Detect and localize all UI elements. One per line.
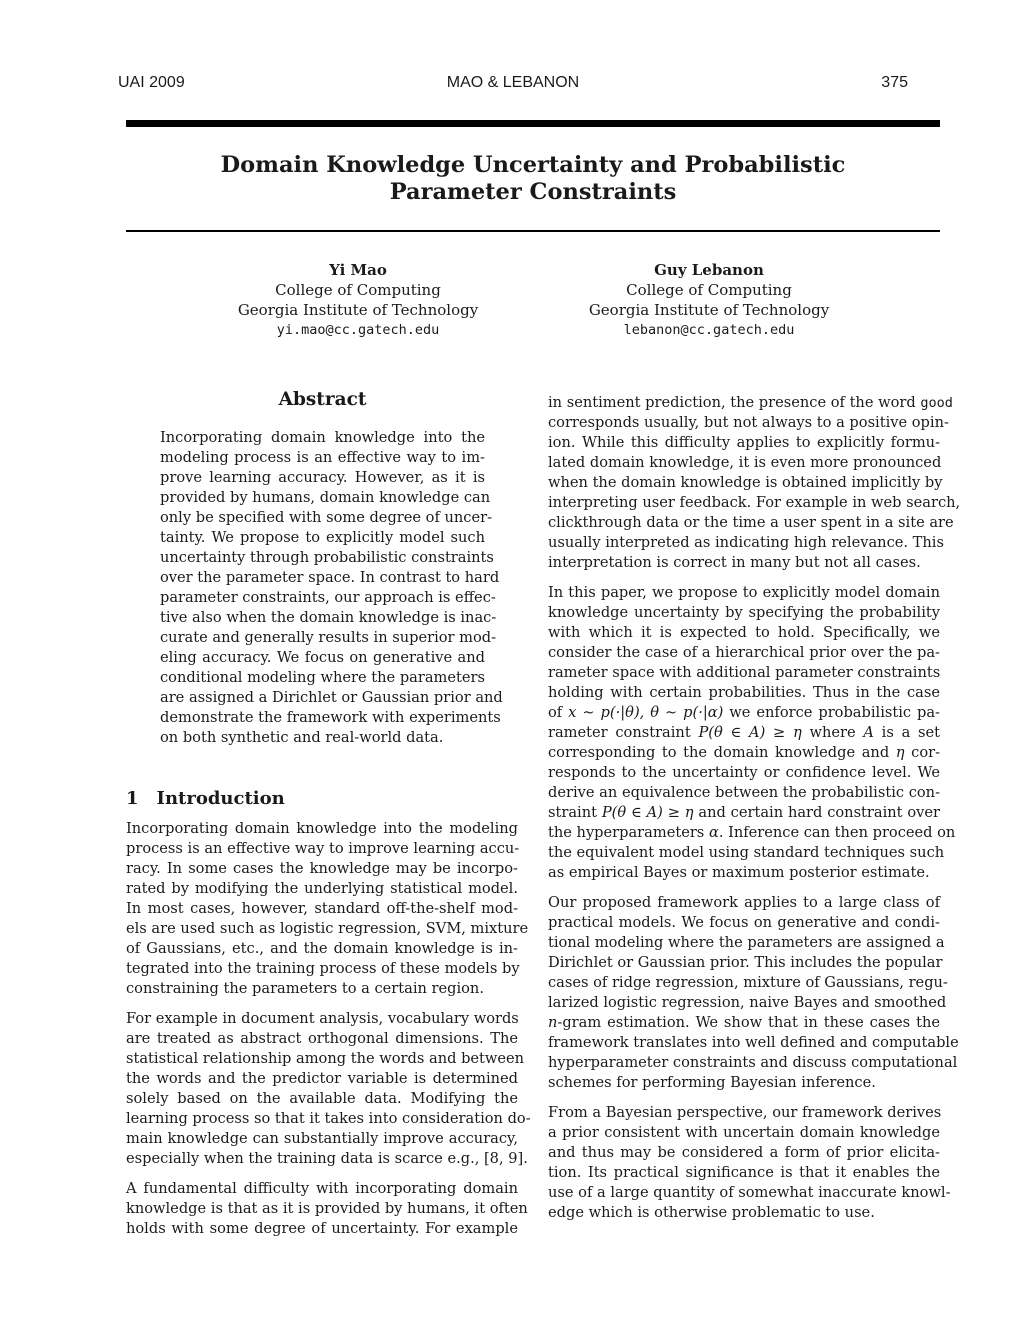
section-title: Introduction [156,788,285,809]
text-line: use of a large quantity of somewhat inaccurate knowl- [548,1184,951,1201]
text-line: holds with some degree of uncertainty. For example [126,1220,518,1237]
text-line [548,743,940,763]
text-fragment: where [809,724,856,741]
text-line: In this paper, we propose to explicitly model domain [548,584,940,601]
text-line: the words and the predictor variable is determined [126,1070,518,1087]
text-line: cases of ridge regression, mixture of Gaussians, regu- [548,974,948,991]
text-line: For example in document analysis, vocabulary words [126,1010,519,1027]
abstract-line: conditional modeling where the parameters [160,669,485,686]
intro-paragraph-5 [548,893,959,1093]
left-column-text [126,819,531,1239]
author-department: College of Computing [275,281,441,299]
abstract-line: over the parameter space. In contrast to hard [160,569,500,586]
intro-paragraph-3 [126,1179,528,1239]
right-column-text [548,393,961,1223]
author-department: College of Computing [626,281,792,299]
code-word: good [920,395,953,411]
text-fragment: we enforce probabilistic pa- [729,704,940,721]
text-line: with which it is expected to hold. Specifically, we [548,624,940,641]
text-line: as empirical Bayes or maximum posterior estimate. [548,864,930,881]
abstract-line: demonstrate the framework with experiments [160,709,501,726]
text-line: tional modeling where the parameters are assigned a [548,934,945,951]
text-line: are treated as abstract orthogonal dimensions. The [126,1030,518,1047]
text-line: hyperparameter constraints and discuss computational [548,1054,958,1071]
text-line: constraining the parameters to a certain region. [126,980,484,997]
text-line: and thus may be considered a form of prior elicita- [548,1144,940,1161]
text-line: knowledge uncertainty by specifying the probability [548,604,940,621]
text-fragment: cor- [911,744,941,761]
text-line: tegrated into the training process of these models by [126,960,520,977]
text-line: From a Bayesian perspective, our framework derives [548,1104,942,1121]
text-line: interpreting user feedback. For example in web search, [548,494,961,511]
abstract-line: parameter constraints, our approach is effec- [160,589,496,606]
math-expression: η [895,744,905,761]
text-line: usually interpreted as indicating high relevance. This [548,534,944,551]
text-line: Our proposed framework applies to a large class of [548,894,940,911]
abstract-line: modeling process is an effective way to im- [160,449,485,466]
title-line-2: Parameter Constraints [389,179,677,205]
author-block-mao [193,260,523,340]
text-line [548,1013,940,1033]
page-number: 375 [881,74,908,91]
text-line: tion. Its practical significance is that it enables the [548,1164,940,1181]
text-line: interpretation is correct in many but not all cases. [548,554,921,571]
text-line: practical models. We focus on generative and condi- [548,914,940,931]
text-line: knowledge is that as it is provided by humans, it often [126,1200,528,1217]
math-expression: P(θ ∈ A) ≥ η [698,724,802,741]
text-line [548,823,956,843]
text-line: consider the case of a hierarchical prior over the pa- [548,644,940,661]
text-line: In most cases, however, standard off-the-shelf mod- [126,900,518,917]
math-expression: α [708,824,719,841]
text-line [548,393,953,413]
text-line: rameter space with additional parameter constraints [548,664,941,681]
intro-paragraph-6 [548,1103,951,1223]
text-line: especially when the training data is scarce e.g., [8, 9]. [126,1150,528,1167]
text-line: racy. In some cases the knowledge may be incorpo- [126,860,518,877]
text-line: els are used such as logistic regression, SVM, mixture [126,920,529,937]
venue-label: UAI 2009 [118,74,185,91]
text-line: rated by modifying the underlying statistical model. [126,880,518,897]
abstract-line: are assigned a Dirichlet or Gaussian prior and [160,689,503,706]
title-line-1: Domain Knowledge Uncertainty and Probabilistic [220,152,846,178]
text-fragment: and certain hard constraint over [698,804,941,821]
text-fragment: corresponding to the domain knowledge and [548,744,890,761]
author-block-lebanon [544,260,874,340]
text-line: main knowledge can substantially improve accuracy, [126,1130,518,1147]
text-line: a prior consistent with uncertain domain knowledge [548,1124,940,1141]
intro-paragraph-3-continued [548,393,961,573]
text-fragment: rameter constraint [548,724,691,741]
text-line: derive an equivalence between the probabilistic con- [548,784,940,801]
abstract-line: curate and generally results in superior mod- [160,629,497,646]
abstract-line: only be specified with some degree of uncer- [160,509,493,526]
abstract-line: provided by humans, domain knowledge can [160,489,491,506]
text-fragment: of [548,704,563,721]
abstract-line: tive also when the domain knowledge is inac- [160,609,497,626]
intro-paragraph-4 [548,583,956,883]
text-line [548,803,940,823]
abstract-line: eling accuracy. We focus on generative and [160,649,485,666]
abstract-heading: Abstract [278,389,367,410]
author-email: yi.mao@cc.gatech.edu [276,322,440,338]
text-line: schemes for performing Bayesian inference. [548,1074,876,1091]
abstract-line: prove learning accuracy. However, as it is [160,469,485,486]
author-name: Yi Mao [329,261,387,279]
text-fragment: straint [548,804,597,821]
math-expression: n [548,1014,558,1031]
paper-title [126,152,940,206]
text-line: clickthrough data or the time a user spent in a site are [548,514,954,531]
author-institution: Georgia Institute of Technology [237,301,479,319]
intro-paragraph-1 [126,819,529,999]
running-head [118,74,908,98]
abstract-line: uncertainty through probabilistic constraints [160,549,494,566]
title-rule-top [126,120,940,127]
section-number: 1 [126,788,139,809]
text-line: corresponds usually, but not always to a positive opin- [548,414,949,431]
text-fragment: . Inference can then proceed on [718,824,956,841]
title-rule-bottom [126,230,940,232]
abstract-line: tainty. We propose to explicitly model such [160,529,485,546]
text-line [548,723,940,743]
text-fragment: -gram estimation. We show that in these cases the [557,1014,940,1031]
text-line: responds to the uncertainty or confidence level. We [548,764,940,781]
intro-paragraph-2 [126,1009,531,1169]
text-line: edge which is otherwise problematic to use. [548,1204,875,1221]
math-expression: x ∼ p(·|θ), θ ∼ p(·|α) [568,704,724,721]
text-line: holding with certain probabilities. Thus in the case [548,684,940,701]
text-fragment: is a set [881,724,941,741]
running-authors: MAO & LEBANON [446,74,580,91]
text-line: ion. While this difficulty applies to explicitly formu- [548,434,940,451]
text-line: larized logistic regression, naive Bayes and smoothed [548,994,947,1011]
text-line: statistical relationship among the words and between [126,1050,525,1067]
text-line: Dirichlet or Gaussian prior. This includes the popular [548,954,943,971]
text-line: of Gaussians, etc., and the domain knowledge is in- [126,940,518,957]
text-line: learning process so that it takes into consideration do- [126,1110,531,1127]
abstract-body [160,428,503,748]
text-line [548,703,940,723]
math-expression: A [863,724,874,741]
text-line: solely based on the available data. Modifying the [126,1090,518,1107]
text-line: lated domain knowledge, it is even more pronounced [548,454,942,471]
text-line: Incorporating domain knowledge into the modeling [126,820,518,837]
abstract-line: on both synthetic and real-world data. [160,729,444,746]
author-name: Guy Lebanon [654,261,764,279]
abstract-line: Incorporating domain knowledge into the [160,429,485,446]
math-expression: P(θ ∈ A) ≥ η [601,804,694,821]
text-line: the equivalent model using standard techniques such [548,844,945,861]
section-heading-introduction [126,788,285,809]
text-fragment: in sentiment prediction, the presence of the word [548,394,916,411]
text-line: A fundamental difficulty with incorporating domain [126,1180,518,1197]
author-email: lebanon@cc.gatech.edu [623,322,795,338]
author-institution: Georgia Institute of Technology [588,301,830,319]
text-fragment: the hyperparameters [548,824,705,841]
text-line: when the domain knowledge is obtained implicitly by [548,474,943,491]
text-line: framework translates into well defined and computable [548,1034,959,1051]
text-line: process is an effective way to improve learning accu- [126,840,520,857]
